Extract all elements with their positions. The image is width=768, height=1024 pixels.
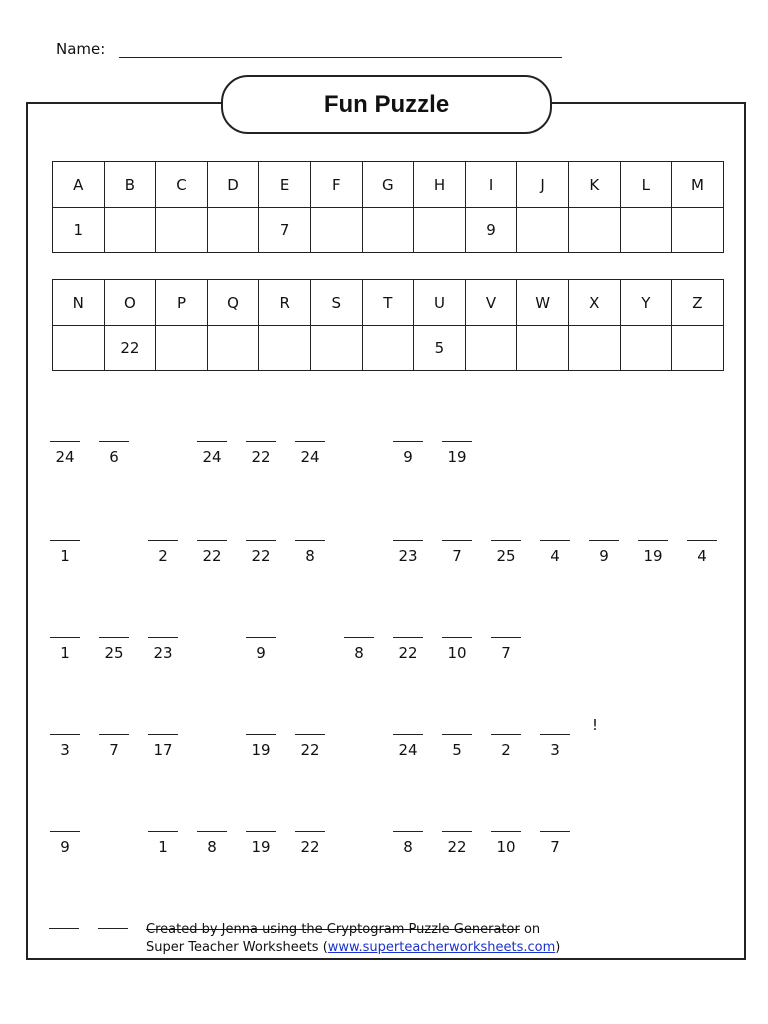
- cipher-number: 8: [305, 547, 315, 565]
- key-number[interactable]: [310, 208, 362, 253]
- answer-blank[interactable]: [442, 441, 472, 442]
- answer-blank[interactable]: [442, 734, 472, 735]
- cipher-number: 23: [153, 644, 173, 662]
- cipher-number: 9: [60, 838, 70, 856]
- answer-blank[interactable]: [540, 831, 570, 832]
- cipher-number: 1: [60, 644, 70, 662]
- key-number[interactable]: 5: [414, 326, 466, 371]
- key-letters-row: [53, 280, 724, 326]
- page-title: Fun Puzzle: [221, 75, 552, 134]
- cipher-cell[interactable]: [196, 540, 228, 565]
- key-number[interactable]: [362, 208, 414, 253]
- key-numbers-row: [53, 208, 724, 253]
- key-number[interactable]: [156, 326, 208, 371]
- name-label: Name:: [56, 40, 106, 58]
- key-number[interactable]: [568, 326, 620, 371]
- cipher-number: 24: [55, 448, 75, 466]
- answer-blank[interactable]: [148, 831, 178, 832]
- cipher-number: 9: [599, 547, 609, 565]
- key-number[interactable]: 22: [104, 326, 156, 371]
- key-number[interactable]: [672, 326, 724, 371]
- answer-blank[interactable]: [491, 637, 521, 638]
- key-number[interactable]: [156, 208, 208, 253]
- key-letters-row: [53, 162, 724, 208]
- cipher-number: 22: [447, 838, 467, 856]
- answer-blank[interactable]: [393, 540, 423, 541]
- cipher-cell[interactable]: [637, 540, 669, 565]
- cipher-number: 24: [398, 741, 418, 759]
- key-number[interactable]: [620, 208, 672, 253]
- cipher-cell[interactable]: [441, 540, 473, 565]
- credit-site-label: Super Teacher Worksheets (: [146, 940, 328, 955]
- answer-blank[interactable]: [50, 540, 80, 541]
- key-letter: S: [310, 280, 362, 326]
- key-letter: I: [465, 162, 517, 208]
- cipher-number: 24: [202, 448, 222, 466]
- answer-blank[interactable]: [99, 637, 129, 638]
- credit-note: [146, 921, 560, 957]
- cipher-number: 7: [109, 741, 119, 759]
- cipher-number: 10: [496, 838, 516, 856]
- cipher-cell[interactable]: [588, 540, 620, 565]
- answer-blank[interactable]: [393, 441, 423, 442]
- cipher-number: 6: [109, 448, 119, 466]
- cipher-cell[interactable]: [98, 734, 130, 759]
- cipher-number: 22: [398, 644, 418, 662]
- cipher-number: 24: [300, 448, 320, 466]
- key-letter: M: [672, 162, 724, 208]
- key-letter: D: [207, 162, 259, 208]
- cipher-number: 4: [697, 547, 707, 565]
- key-number[interactable]: [672, 208, 724, 253]
- cipher-number: 9: [256, 644, 266, 662]
- answer-blank[interactable]: [246, 540, 276, 541]
- key-letter: C: [156, 162, 208, 208]
- cipher-cell[interactable]: [147, 831, 179, 856]
- key-number[interactable]: [568, 208, 620, 253]
- cipher-number: 19: [251, 838, 271, 856]
- cipher-cell[interactable]: [294, 441, 326, 466]
- key-number[interactable]: 7: [259, 208, 311, 253]
- key-letter: J: [517, 162, 569, 208]
- answer-blank[interactable]: [442, 637, 472, 638]
- key-number[interactable]: [207, 326, 259, 371]
- key-letter: L: [620, 162, 672, 208]
- cipher-cell[interactable]: [441, 734, 473, 759]
- cipher-cell[interactable]: [539, 831, 571, 856]
- answer-blank[interactable]: [589, 540, 619, 541]
- cipher-cell[interactable]: [49, 734, 81, 759]
- cipher-cell[interactable]: [539, 734, 571, 759]
- answer-blank[interactable]: [148, 540, 178, 541]
- cipher-cell[interactable]: [441, 441, 473, 466]
- key-letter: Z: [672, 280, 724, 326]
- answer-blank[interactable]: [687, 540, 717, 541]
- key-letter: P: [156, 280, 208, 326]
- cipher-number: 7: [550, 838, 560, 856]
- key-letter: B: [104, 162, 156, 208]
- answer-blank[interactable]: [50, 441, 80, 442]
- credit-text-end: on: [519, 922, 541, 937]
- cipher-cell[interactable]: [245, 540, 277, 565]
- answer-blank[interactable]: [344, 637, 374, 638]
- cipher-number: 2: [501, 741, 511, 759]
- cipher-cell[interactable]: [392, 441, 424, 466]
- cipher-cell[interactable]: [49, 831, 81, 856]
- answer-blank[interactable]: [49, 928, 79, 929]
- cipher-cell[interactable]: [245, 637, 277, 662]
- answer-blank[interactable]: [295, 540, 325, 541]
- answer-blank[interactable]: [148, 734, 178, 735]
- cipher-cell[interactable]: [147, 637, 179, 662]
- cipher-number: 9: [403, 448, 413, 466]
- cipher-number: 10: [447, 644, 467, 662]
- cipher-number: 25: [104, 644, 124, 662]
- cipher-cell[interactable]: [196, 441, 228, 466]
- cipher-cell[interactable]: [490, 734, 522, 759]
- answer-blank[interactable]: [442, 831, 472, 832]
- answer-blank[interactable]: [393, 734, 423, 735]
- answer-blank[interactable]: [99, 441, 129, 442]
- cipher-number: 23: [398, 547, 418, 565]
- key-number[interactable]: [517, 208, 569, 253]
- cipher-cell[interactable]: [490, 831, 522, 856]
- cipher-number: 8: [354, 644, 364, 662]
- answer-blank[interactable]: [50, 637, 80, 638]
- cipher-cell[interactable]: [49, 540, 81, 565]
- credit-text: Created by Jenna using the Cryptogram Puzzle Generator: [146, 922, 520, 937]
- cipher-cell[interactable]: [392, 734, 424, 759]
- answer-blank[interactable]: [246, 831, 276, 832]
- cipher-cell[interactable]: [98, 637, 130, 662]
- cipher-cell[interactable]: [147, 734, 179, 759]
- cipher-number: 17: [153, 741, 173, 759]
- key-letter: Q: [207, 280, 259, 326]
- key-letter: G: [362, 162, 414, 208]
- cipher-cell[interactable]: [441, 831, 473, 856]
- cipher-cell[interactable]: [49, 637, 81, 662]
- answer-blank[interactable]: [50, 734, 80, 735]
- cipher-key-n-z: [52, 279, 724, 371]
- cipher-number: 22: [251, 448, 271, 466]
- key-letter: W: [517, 280, 569, 326]
- answer-blank[interactable]: [246, 637, 276, 638]
- cipher-cell[interactable]: [441, 637, 473, 662]
- exclamation-mark: !: [592, 716, 599, 734]
- answer-blank[interactable]: [246, 734, 276, 735]
- answer-blank[interactable]: [295, 734, 325, 735]
- key-letter: V: [465, 280, 517, 326]
- cipher-cell[interactable]: [490, 637, 522, 662]
- cipher-number: 5: [452, 741, 462, 759]
- key-numbers-row: [53, 326, 724, 371]
- cipher-cell[interactable]: [245, 734, 277, 759]
- answer-blank[interactable]: [197, 540, 227, 541]
- credit-link[interactable]: www.superteacherworksheets.com: [327, 940, 556, 955]
- answer-blank[interactable]: [295, 441, 325, 442]
- cipher-number: 19: [447, 448, 467, 466]
- key-letter: N: [53, 280, 105, 326]
- answer-blank[interactable]: [197, 831, 227, 832]
- key-letter: O: [104, 280, 156, 326]
- cipher-cell[interactable]: [245, 831, 277, 856]
- answer-blank[interactable]: [148, 637, 178, 638]
- answer-blank[interactable]: [540, 540, 570, 541]
- cipher-number: 1: [158, 838, 168, 856]
- cipher-cell[interactable]: [196, 831, 228, 856]
- key-number[interactable]: [207, 208, 259, 253]
- cipher-key-a-m: [52, 161, 724, 253]
- cipher-number: 22: [300, 741, 320, 759]
- cipher-number: 22: [300, 838, 320, 856]
- cipher-cell[interactable]: [147, 540, 179, 565]
- cipher-number: 3: [60, 741, 70, 759]
- cipher-number: 1: [60, 547, 70, 565]
- answer-blank[interactable]: [246, 441, 276, 442]
- cipher-cell[interactable]: [392, 540, 424, 565]
- answer-blank[interactable]: [99, 734, 129, 735]
- cipher-cell[interactable]: [686, 540, 718, 565]
- answer-blank[interactable]: [50, 831, 80, 832]
- cipher-cell[interactable]: [392, 831, 424, 856]
- cipher-cell[interactable]: [539, 540, 571, 565]
- answer-blank[interactable]: [491, 540, 521, 541]
- cipher-number: 19: [643, 547, 663, 565]
- cipher-number: 4: [550, 547, 560, 565]
- answer-blank[interactable]: [491, 831, 521, 832]
- cipher-cell[interactable]: [98, 441, 130, 466]
- key-letter: X: [568, 280, 620, 326]
- cipher-number: 19: [251, 741, 271, 759]
- cipher-number: 25: [496, 547, 516, 565]
- answer-blank[interactable]: [442, 540, 472, 541]
- key-number[interactable]: [362, 326, 414, 371]
- answer-blank[interactable]: [393, 637, 423, 638]
- cipher-cell[interactable]: [49, 441, 81, 466]
- cipher-number: 7: [501, 644, 511, 662]
- cipher-cell[interactable]: [294, 540, 326, 565]
- key-number[interactable]: [53, 326, 105, 371]
- cipher-number: 8: [403, 838, 413, 856]
- answer-blank[interactable]: [295, 831, 325, 832]
- key-letter: A: [53, 162, 105, 208]
- cipher-number: 22: [202, 547, 222, 565]
- cipher-cell[interactable]: [294, 734, 326, 759]
- key-number[interactable]: [465, 326, 517, 371]
- key-letter: U: [414, 280, 466, 326]
- cipher-cell[interactable]: [343, 637, 375, 662]
- key-number[interactable]: [104, 208, 156, 253]
- key-letter: T: [362, 280, 414, 326]
- cipher-number: 2: [158, 547, 168, 565]
- cipher-number: 8: [207, 838, 217, 856]
- key-number[interactable]: 9: [465, 208, 517, 253]
- name-field-line[interactable]: [119, 57, 562, 58]
- key-number[interactable]: [517, 326, 569, 371]
- answer-blank[interactable]: [491, 734, 521, 735]
- key-number[interactable]: [310, 326, 362, 371]
- key-number[interactable]: [414, 208, 466, 253]
- cipher-cell[interactable]: [245, 441, 277, 466]
- key-number[interactable]: 1: [53, 208, 105, 253]
- key-number[interactable]: [620, 326, 672, 371]
- key-letter: K: [568, 162, 620, 208]
- cipher-cell[interactable]: [490, 540, 522, 565]
- key-letter: F: [310, 162, 362, 208]
- key-letter: E: [259, 162, 311, 208]
- cipher-number: 22: [251, 547, 271, 565]
- answer-blank[interactable]: [98, 928, 128, 929]
- cipher-number: 7: [452, 547, 462, 565]
- answer-blank[interactable]: [638, 540, 668, 541]
- answer-blank[interactable]: [540, 734, 570, 735]
- cipher-cell[interactable]: [294, 831, 326, 856]
- key-letter: H: [414, 162, 466, 208]
- key-letter: Y: [620, 280, 672, 326]
- key-letter: R: [259, 280, 311, 326]
- credit-close: ): [555, 940, 561, 955]
- key-number[interactable]: [259, 326, 311, 371]
- cipher-cell[interactable]: [392, 637, 424, 662]
- answer-blank[interactable]: [393, 831, 423, 832]
- answer-blank[interactable]: [197, 441, 227, 442]
- cipher-number: 3: [550, 741, 560, 759]
